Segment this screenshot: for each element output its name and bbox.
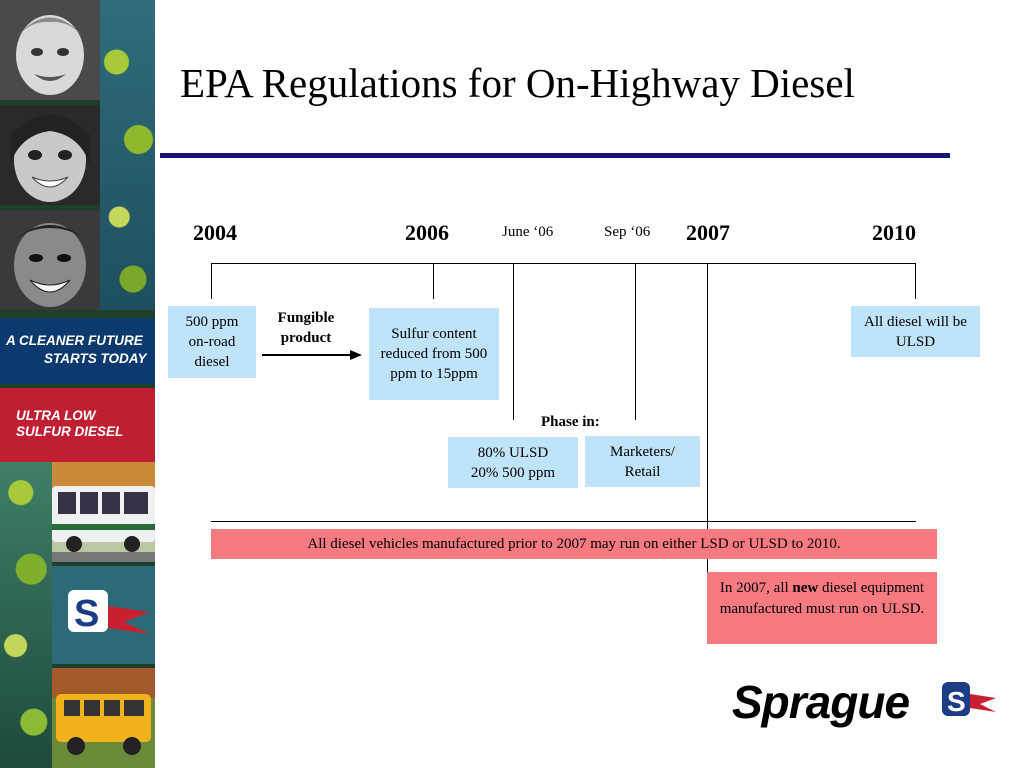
sep-06-label: Sep ‘06 xyxy=(604,224,651,240)
title-underline xyxy=(160,153,950,158)
year-2007-label: 2007 xyxy=(686,220,730,245)
box-sulfur-reduced xyxy=(369,308,499,400)
banner-cleaner-future xyxy=(0,318,155,384)
svg-text:S: S xyxy=(947,686,966,717)
box-500ppm-diesel xyxy=(168,306,256,378)
tick-2007 xyxy=(707,263,708,615)
note-2007-new-equipment xyxy=(707,572,937,644)
fungible-line2: product xyxy=(280,330,332,346)
box-marketers-line1: Marketers/ xyxy=(610,443,675,460)
box-mix-line1: 80% ULSD xyxy=(477,444,549,461)
tick-sep-06 xyxy=(635,263,636,420)
june-06-label: June ‘06 xyxy=(502,224,554,240)
box-ulsd-mix xyxy=(448,437,578,488)
school-bus-photo xyxy=(52,668,155,768)
tick-2006 xyxy=(433,263,434,299)
tick-june-06 xyxy=(513,263,514,420)
box-all-ulsd-text: All diesel will be ULSD xyxy=(864,313,967,350)
banner-cleaner-line2: STARTS TODAY xyxy=(44,351,147,366)
banner-ulsd-line2: SULFUR DIESEL xyxy=(16,424,124,439)
banner-ultra-low-sulfur xyxy=(0,388,155,462)
slide-title: EPA Regulations for On-Highway Diesel xyxy=(180,60,855,106)
sprague-logo xyxy=(732,678,909,726)
banner-cleaner-line1: A CLEANER FUTURE xyxy=(6,333,143,348)
leaves-image-top xyxy=(100,0,155,310)
fungible-line1: Fungible xyxy=(277,310,335,326)
lower-timeline-line xyxy=(211,521,916,522)
box-marketers-retail xyxy=(585,436,700,487)
year-2010-label: 2010 xyxy=(872,220,916,245)
child-photo-2 xyxy=(0,105,100,205)
sprague-flag-icon xyxy=(940,680,998,722)
sprague-logo-text: Sprague xyxy=(732,676,910,728)
banner-ulsd-line1: ULTRA LOW xyxy=(16,408,96,423)
child-photo-1 xyxy=(0,0,100,100)
transit-bus-photo xyxy=(52,462,155,562)
phase-in-label: Phase in: xyxy=(541,414,600,430)
tick-2010 xyxy=(915,263,916,299)
note-2007-pre: In 2007, all xyxy=(719,580,793,596)
note-2007-post: diesel equipment manufactured must run on ULSD. xyxy=(719,580,925,617)
timeline-axis xyxy=(211,263,916,264)
fungible-product-label xyxy=(262,308,350,348)
box-all-ulsd xyxy=(851,306,980,357)
box-sulfur-text: Sulfur content reduced from 500 ppm to 15ppm xyxy=(380,326,488,382)
note-2007-bold: new xyxy=(792,580,819,596)
child-photo-3 xyxy=(0,210,100,310)
year-2006-label: 2006 xyxy=(405,220,449,245)
year-2004-label: 2004 xyxy=(193,220,237,245)
tick-2004 xyxy=(211,263,212,299)
box-marketers-line2: Retail xyxy=(624,463,661,480)
box-500ppm-text: 500 ppm on-road diesel xyxy=(185,314,239,370)
leaves-image-bottom xyxy=(0,462,52,768)
svg-text:S: S xyxy=(74,593,100,635)
sprague-flag-image xyxy=(52,566,155,664)
arrow-right-icon xyxy=(262,348,364,362)
box-mix-line2: 20% 500 ppm xyxy=(470,464,556,481)
note-prior-2007: All diesel vehicles manufactured prior to 2007 may run on either LSD or ULSD to 2010. xyxy=(211,529,937,559)
